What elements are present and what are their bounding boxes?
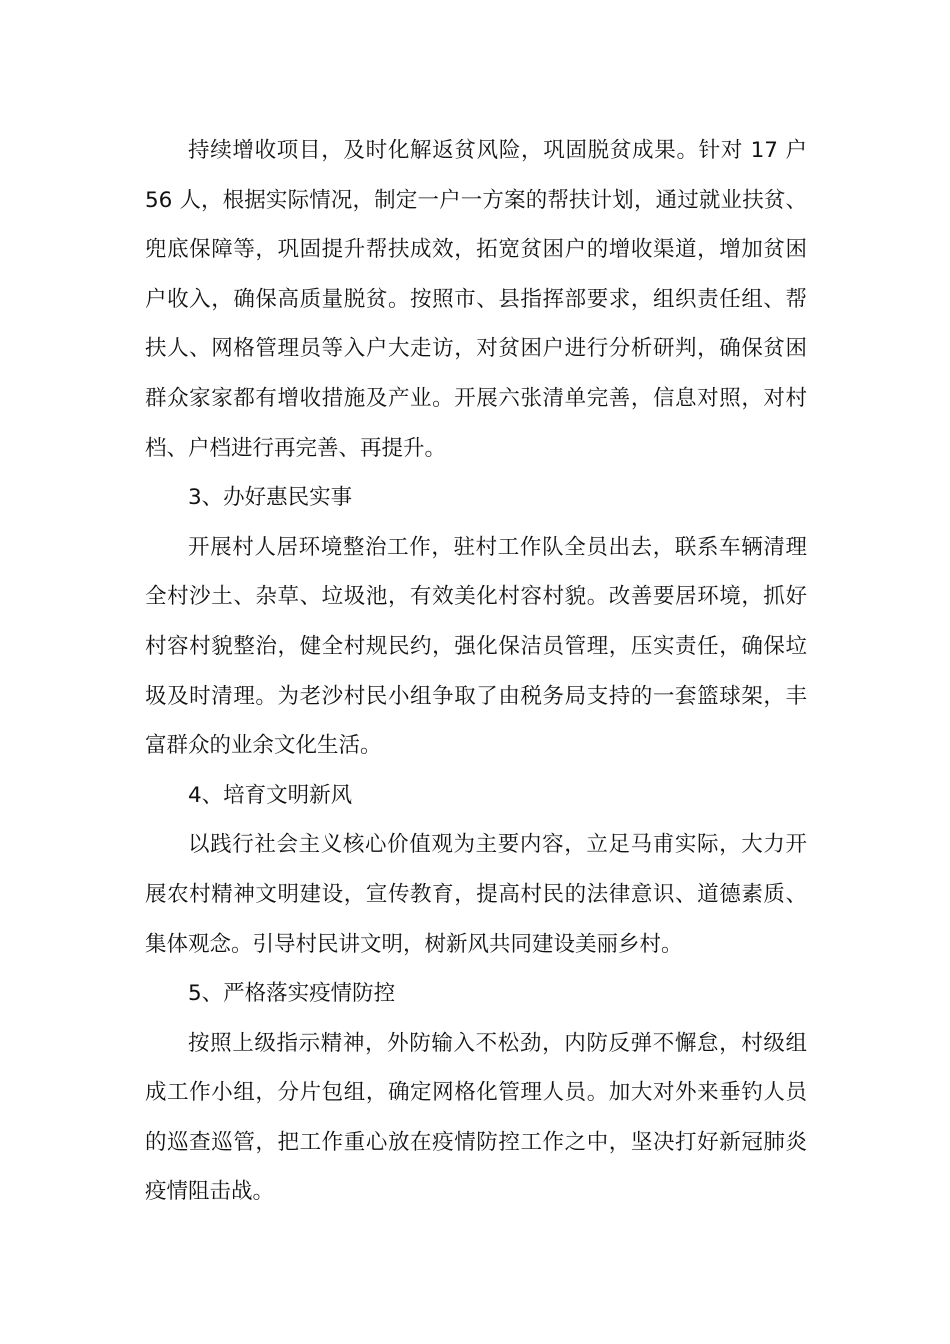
document-page	[145, 126, 807, 1217]
paragraph-civility: 以践行社会主义核心价值观为主要内容，立足马甫实际，大力开展农村精神文明建设，宣传教育，提高村民的法律意识、道德素质、集体观念。引导村民讲文明，树新风共同建设美丽乡村。	[145, 832, 807, 957]
heading-epidemic-control: 5、严格落实疫情防控	[188, 981, 396, 1007]
heading-livelihood: 3、办好惠民实事	[188, 485, 353, 511]
paragraph-environment: 开展村人居环境整治工作，驻村工作队全员出去，联系车辆清理全村沙土、杂草、垃圾池，有效美化村容村貌。改善要居环境，抓好村容村貌整治，健全村规民约，强化保洁员管理，压实责任，确保垃圾及时清理。为老沙村民小组争取了由税务局支持的一套篮球架，丰富群众的业余文化生活。	[145, 534, 807, 759]
paragraph-epidemic-control: 按照上级指示精神，外防输入不松劲，内防反弹不懈怠，村级组成工作小组，分片包组，确定网格化管理人员。加大对外来垂钓人员的巡查巡管，把工作重心放在疫情防控工作之中，坚决打好新冠肺炎疫情阻击战。	[145, 1030, 807, 1205]
paragraph-income-projects: 持续增收项目，及时化解返贫风险，巩固脱贫成果。针对 17 户 56 人，根据实际情况，制定一户一方案的帮扶计划，通过就业扶贫、兜底保障等，巩固提升帮扶成效，拓宽贫困户的增收渠道，增加贫困户收入，确保高质量脱贫。按照市、县指挥部要求，组织责任组、帮扶人、网格管理员等入户大走访，对贫困户进行分析研判，确保贫困群众家家都有增收措施及产业。开展六张清单完善，信息对照，对村档、户档进行再完善、再提升。	[145, 138, 807, 461]
heading-civility: 4、培育文明新风	[188, 782, 353, 808]
